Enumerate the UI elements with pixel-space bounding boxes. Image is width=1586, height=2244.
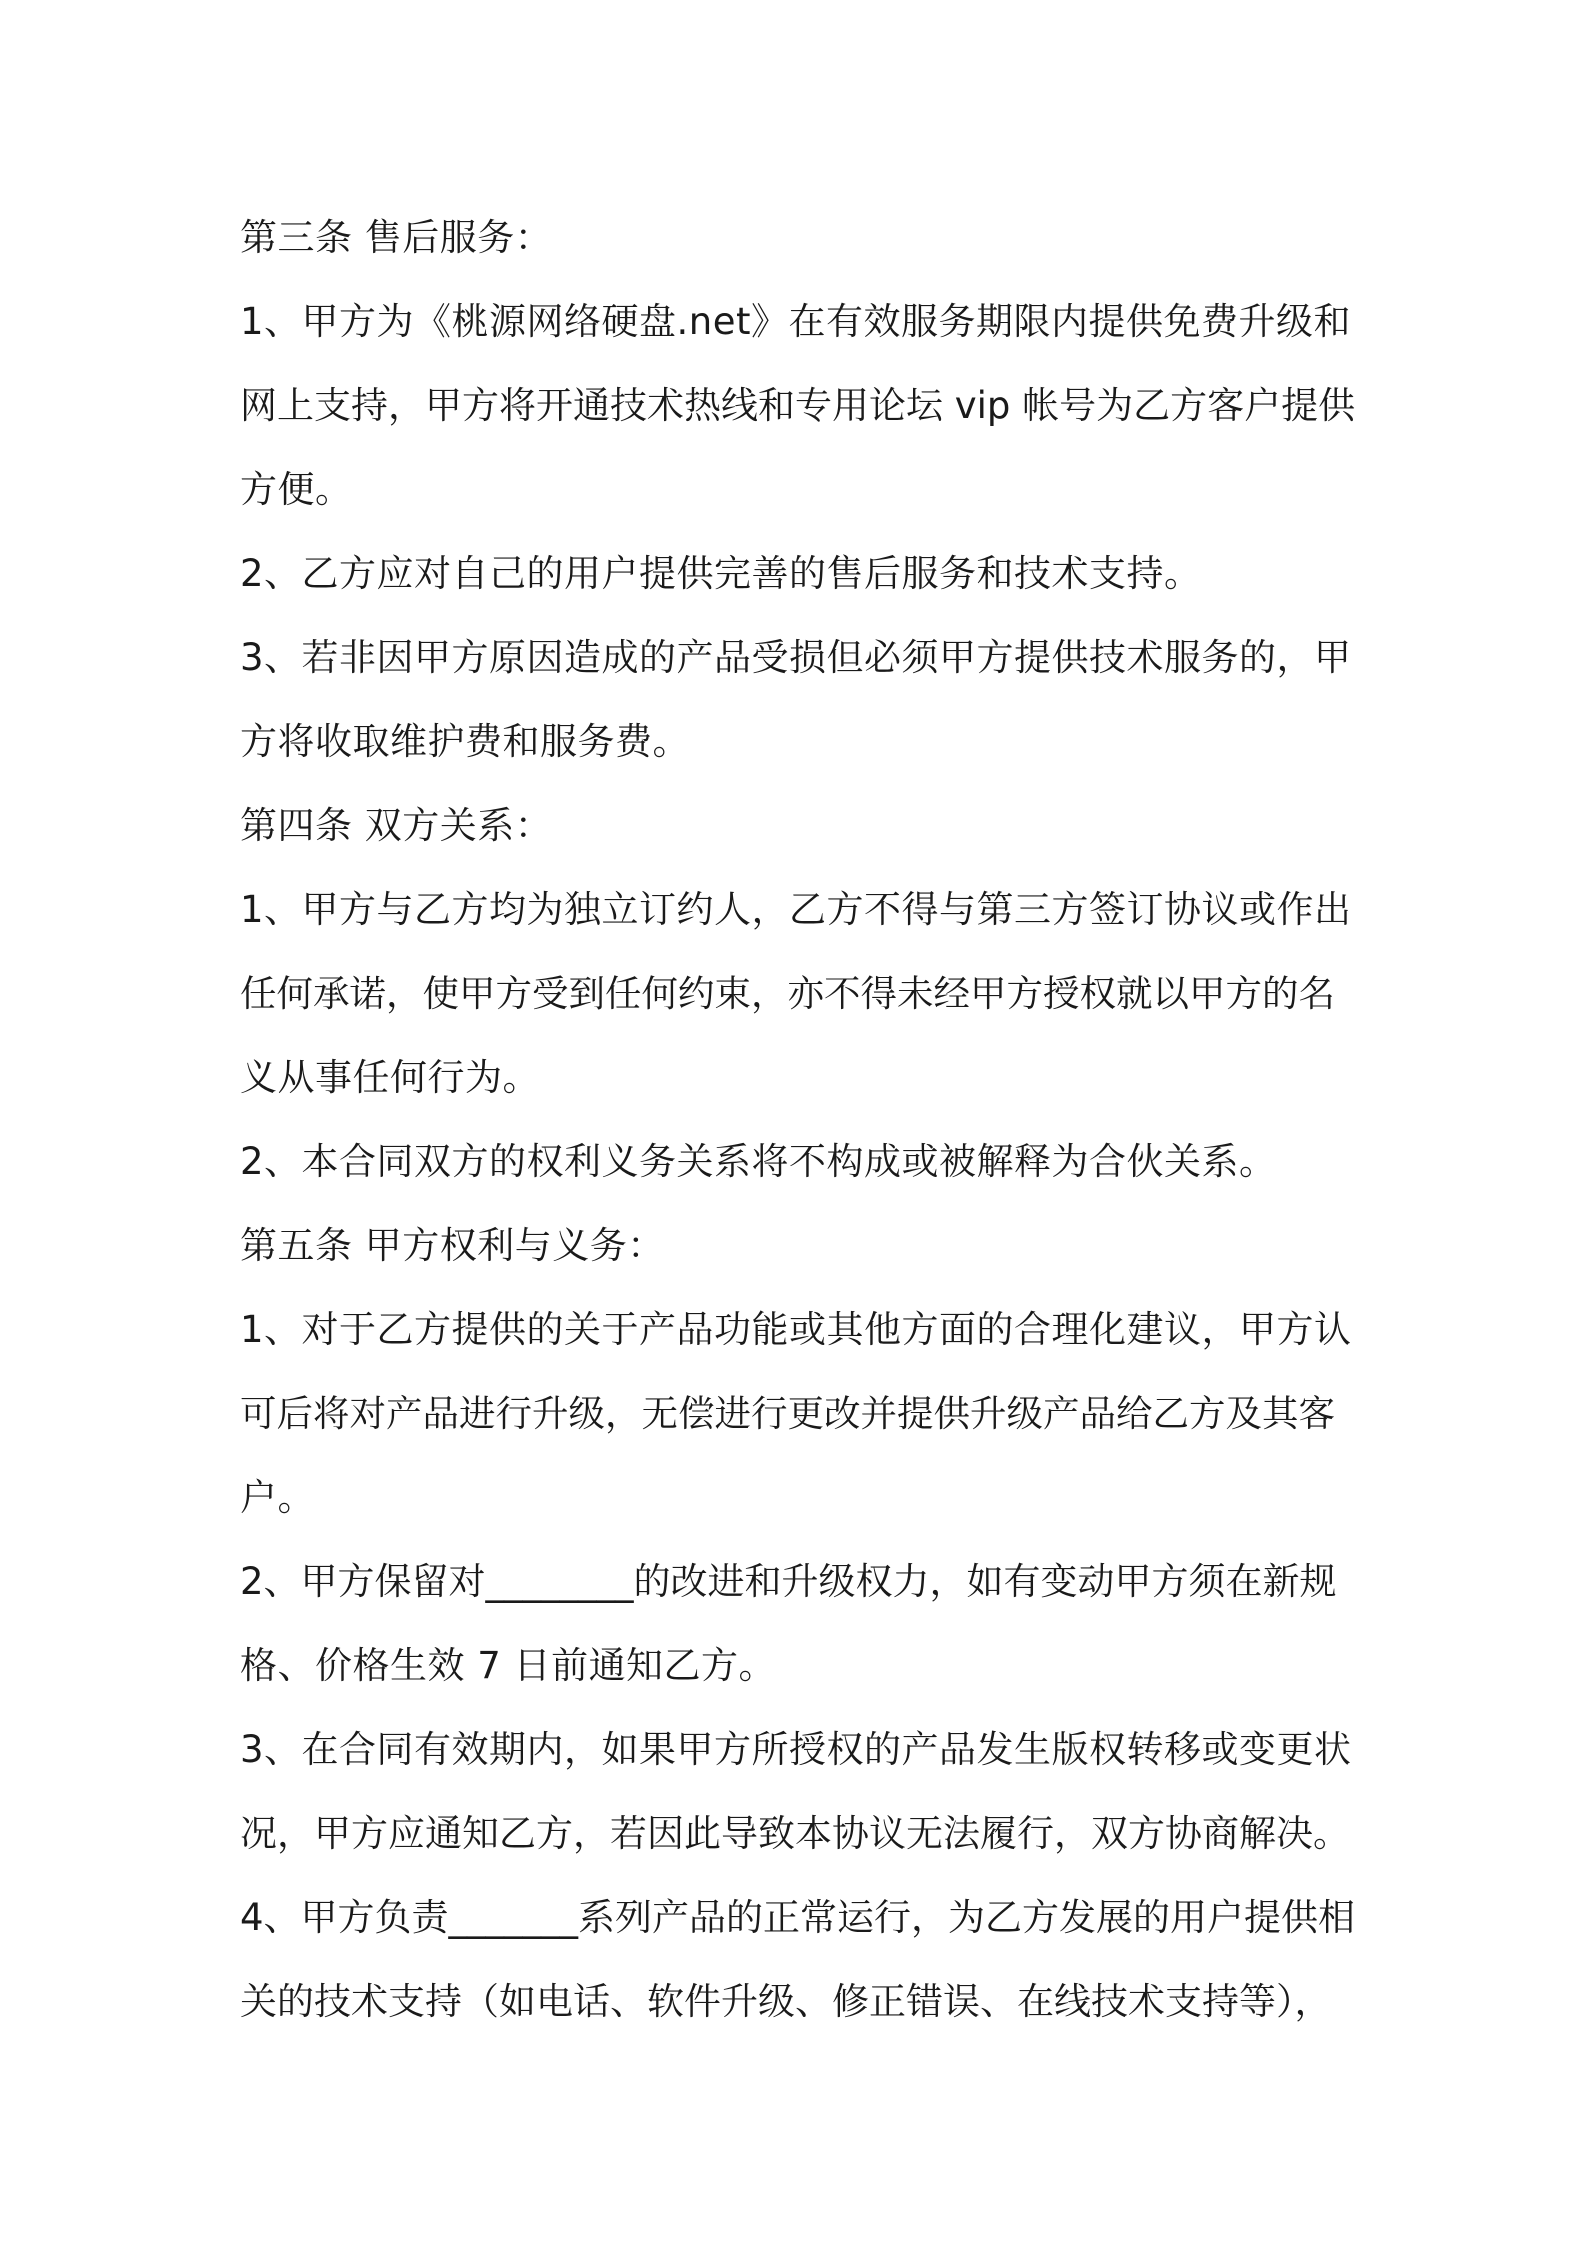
text-line: 关的技术支持（如电话、软件升级、修正错误、在线技术支持等）， bbox=[240, 1980, 1332, 2023]
text-line: 2、本合同双方的权利义务关系将不构成或被解释为合伙关系。 bbox=[240, 1140, 1277, 1183]
text-line: 任何承诺，使甲方受到任何约束，亦不得未经甲方授权就以甲方的名 bbox=[240, 972, 1335, 1015]
text-line: 况，甲方应通知乙方，若因此导致本协议无法履行，双方协商解决。 bbox=[240, 1812, 1350, 1855]
text-line: 1、甲方为《桃源网络硬盘.net》在有效服务期限内提供免费升级和 bbox=[240, 300, 1352, 343]
text-line: 网上支持，甲方将开通技术热线和专用论坛 vip 帐号为乙方客户提供 bbox=[240, 384, 1356, 427]
text-line: 户。 bbox=[240, 1476, 315, 1519]
text-line: 4、甲方负责_______系列产品的正常运行，为乙方发展的用户提供相 bbox=[240, 1896, 1356, 1939]
section-heading-5: 第五条 甲方权利与义务： bbox=[240, 1224, 665, 1267]
text-line: 3、在合同有效期内，如果甲方所授权的产品发生版权转移或变更状 bbox=[240, 1728, 1352, 1771]
text-line: 方便。 bbox=[240, 468, 353, 511]
text-line: 1、甲方与乙方均为独立订约人，乙方不得与第三方签订协议或作出 bbox=[240, 888, 1352, 931]
text-line: 方将收取维护费和服务费。 bbox=[240, 720, 690, 763]
section-heading-3: 第三条 售后服务： bbox=[240, 216, 553, 259]
text-line: 义从事任何行为。 bbox=[240, 1056, 540, 1099]
document-body bbox=[240, 196, 1360, 2044]
text-line: 格、价格生效 7 日前通知乙方。 bbox=[240, 1644, 777, 1687]
text-line: 可后将对产品进行升级，无偿进行更改并提供升级产品给乙方及其客 bbox=[240, 1392, 1335, 1435]
text-line: 1、对于乙方提供的关于产品功能或其他方面的合理化建议，甲方认 bbox=[240, 1308, 1352, 1351]
section-heading-4: 第四条 双方关系： bbox=[240, 804, 553, 847]
text-line: 2、乙方应对自己的用户提供完善的售后服务和技术支持。 bbox=[240, 552, 1202, 595]
text-line: 3、若非因甲方原因造成的产品受损但必须甲方提供技术服务的，甲 bbox=[240, 636, 1352, 679]
text-line: 2、甲方保留对________的改进和升级权力，如有变动甲方须在新规 bbox=[240, 1560, 1337, 1603]
